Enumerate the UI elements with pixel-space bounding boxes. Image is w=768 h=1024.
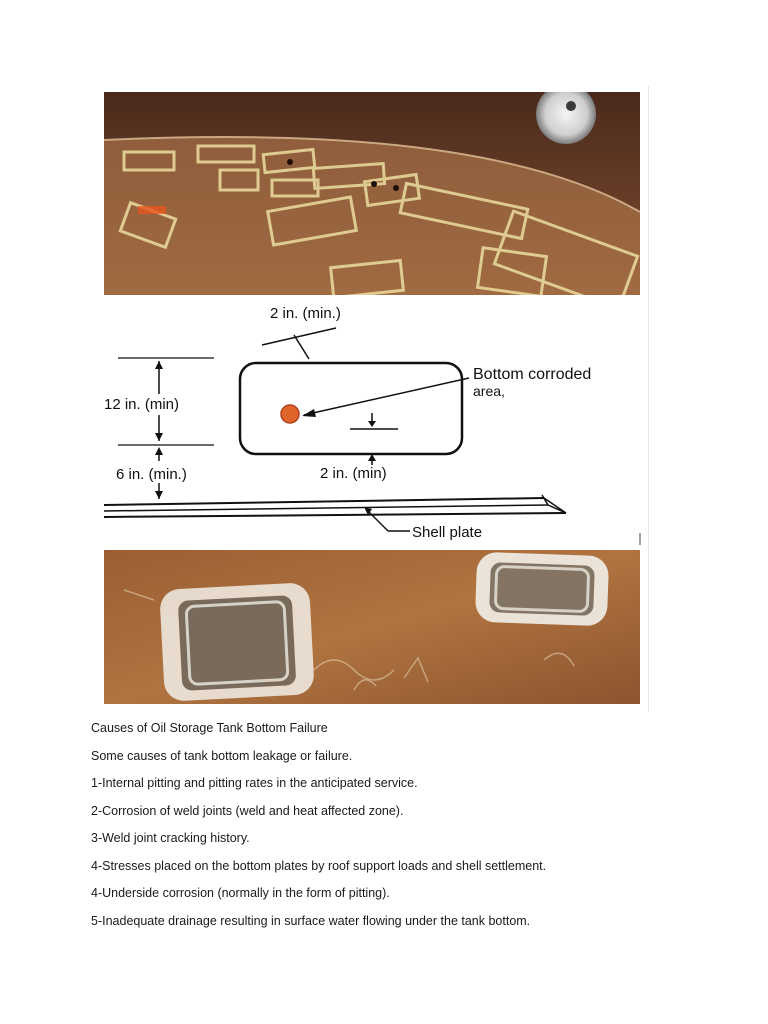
list-item: 1-Internal pitting and pitting rates in the anticipated service. <box>91 776 418 790</box>
list-item: 5-Inadequate drainage resulting in surface water flowing under the tank bottom. <box>91 913 531 928</box>
document-text <box>91 720 691 940</box>
list-item: 3-Weld joint cracking history. <box>91 831 250 845</box>
label-top-margin: 2 in. (min.) <box>270 305 341 322</box>
label-bottom-margin: 2 in. (min) <box>320 465 387 482</box>
tank-floor-photo-top <box>104 92 640 295</box>
list-item: 4-Underside corrosion (normally in the form of pitting). <box>91 886 390 900</box>
list-item: 4-Stresses placed on the bottom plates by roof support loads and shell settlement. <box>91 858 547 873</box>
label-bottom-corroded-line2: area, <box>473 383 505 399</box>
document-title: Causes of Oil Storage Tank Bottom Failure <box>91 721 328 735</box>
tank-bottom-figure <box>104 86 649 712</box>
label-shell-plate: Shell plate <box>412 524 483 541</box>
label-12in: 12 in. (min) <box>104 396 180 413</box>
document-intro: Some causes of tank bottom leakage or failure. <box>91 748 353 763</box>
corroded-spot <box>281 405 299 423</box>
list-item: 2-Corrosion of weld joints (weld and heat affected zone). <box>91 803 404 818</box>
label-6in: 6 in. (min.) <box>116 466 187 483</box>
label-bottom-corroded-line1: Bottom corroded <box>473 366 592 383</box>
tank-floor-photo-bottom <box>104 550 640 704</box>
corrosion-repair-diagram <box>104 295 648 550</box>
